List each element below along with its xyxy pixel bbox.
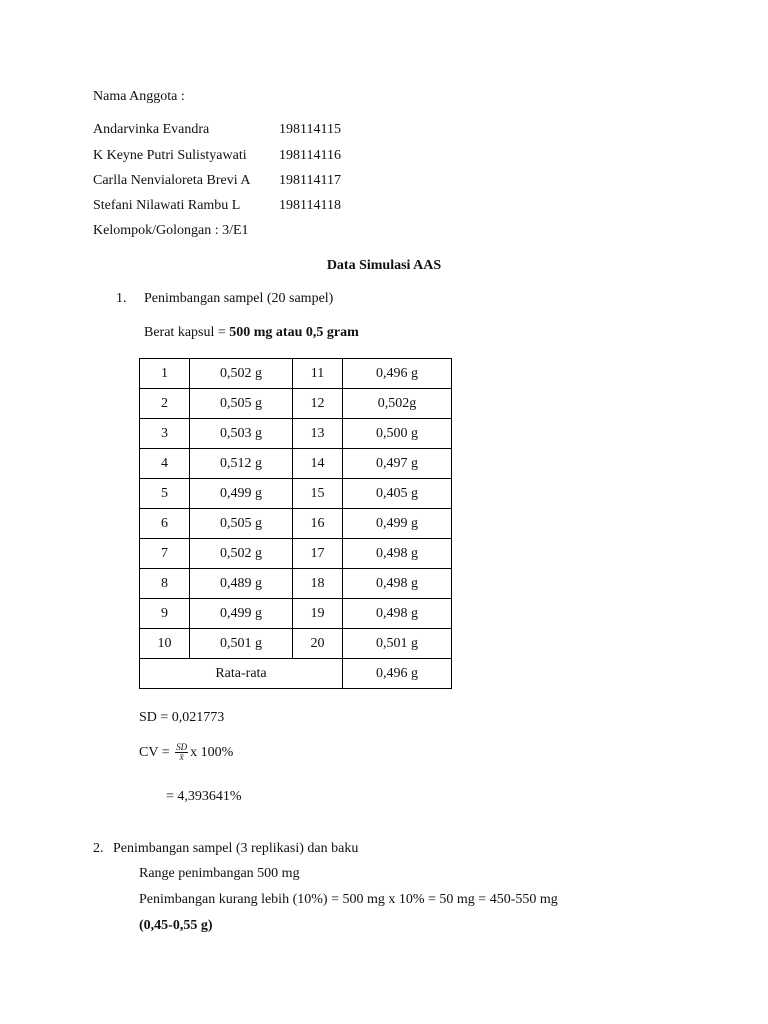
table-row [140, 389, 452, 419]
sample-number: 3 [140, 419, 190, 449]
sample-weight: 0,502 g [190, 539, 293, 569]
sample-weight: 0,498 g [343, 569, 452, 599]
cv-result: = 4,393641% [166, 789, 242, 804]
members-heading: Nama Anggota : [93, 89, 185, 104]
sample-weight: 0,503 g [190, 419, 293, 449]
member-name: Carlla Nenvialoreta Brevi A [93, 173, 251, 188]
sample-weight: 0,496 g [343, 359, 452, 389]
sample-weight: 0,498 g [343, 599, 452, 629]
sample-weight: 0,497 g [343, 449, 452, 479]
sample-weight: 0,489 g [190, 569, 293, 599]
sample-number: 2 [140, 389, 190, 419]
section2-number: 2. [93, 841, 104, 856]
group-info: Kelompok/Golongan : 3/E1 [93, 223, 249, 238]
section1-heading: Penimbangan sampel (20 sampel) [144, 291, 334, 306]
cv-fraction-numerator: SD [176, 742, 188, 753]
average-value: 0,496 g [343, 659, 452, 689]
sample-number: 15 [293, 479, 343, 509]
sample-weight: 0,499 g [190, 599, 293, 629]
table-row [140, 419, 452, 449]
member-nim: 198114118 [279, 198, 341, 213]
sample-number: 19 [293, 599, 343, 629]
sample-weight: 0,498 g [343, 539, 452, 569]
member-nim: 198114116 [279, 148, 341, 163]
sample-number: 12 [293, 389, 343, 419]
cv-label: CV = [139, 745, 174, 760]
document-title: Data Simulasi AAS [326, 258, 442, 273]
table-row [140, 479, 452, 509]
sample-weight: 0,502 g [190, 359, 293, 389]
table-row [140, 539, 452, 569]
member-nim: 198114115 [279, 122, 341, 137]
section1-number: 1. [116, 291, 127, 306]
cv-fraction-denominator: x̄ [179, 752, 184, 763]
sample-number: 20 [293, 629, 343, 659]
sample-weight: 0,512 g [190, 449, 293, 479]
sample-number: 5 [140, 479, 190, 509]
sample-number: 7 [140, 539, 190, 569]
sample-number: 1 [140, 359, 190, 389]
sample-weight: 0,501 g [343, 629, 452, 659]
sample-weight: 0,501 g [190, 629, 293, 659]
average-label: Rata-rata [140, 659, 343, 689]
range-grams: (0,45-0,55 g) [139, 918, 213, 933]
weighing-table [139, 358, 452, 689]
sample-weight: 0,505 g [190, 509, 293, 539]
section2-heading: Penimbangan sampel (3 replikasi) dan baku [113, 841, 359, 856]
sample-number: 13 [293, 419, 343, 449]
sample-number: 17 [293, 539, 343, 569]
sample-weight: 0,502g [343, 389, 452, 419]
capsule-weight-label: Berat kapsul = [144, 325, 230, 340]
tolerance-line: Penimbangan kurang lebih (10%) = 500 mg x 10% = 50 mg = 450-550 mg [139, 892, 558, 907]
table-row [140, 599, 452, 629]
member-name: Stefani Nilawati Rambu L [93, 198, 241, 213]
sample-number: 10 [140, 629, 190, 659]
range-line: Range penimbangan 500 mg [139, 866, 300, 881]
sample-weight: 0,500 g [343, 419, 452, 449]
cv-formula [139, 742, 233, 764]
sample-weight: 0,505 g [190, 389, 293, 419]
sd-value: SD = 0,021773 [139, 710, 225, 725]
table-row [140, 449, 452, 479]
member-nim: 198114117 [279, 173, 341, 188]
sample-weight: 0,499 g [190, 479, 293, 509]
table-row [140, 629, 452, 659]
sample-number: 11 [293, 359, 343, 389]
sample-number: 18 [293, 569, 343, 599]
sample-weight: 0,499 g [343, 509, 452, 539]
sample-number: 8 [140, 569, 190, 599]
sample-number: 9 [140, 599, 190, 629]
table-row [140, 569, 452, 599]
sample-number: 6 [140, 509, 190, 539]
member-name: K Keyne Putri Sulistyawati [93, 148, 247, 163]
member-name: Andarvinka Evandra [93, 122, 210, 137]
table-row [140, 509, 452, 539]
cv-fraction [175, 743, 188, 762]
capsule-weight-value: 500 mg atau 0,5 gram [229, 325, 359, 340]
cv-multiplier: x 100% [190, 745, 234, 760]
capsule-weight [144, 325, 359, 341]
sample-number: 4 [140, 449, 190, 479]
average-row [140, 659, 452, 689]
sample-number: 14 [293, 449, 343, 479]
table-row [140, 359, 452, 389]
sample-number: 16 [293, 509, 343, 539]
sample-weight: 0,405 g [343, 479, 452, 509]
